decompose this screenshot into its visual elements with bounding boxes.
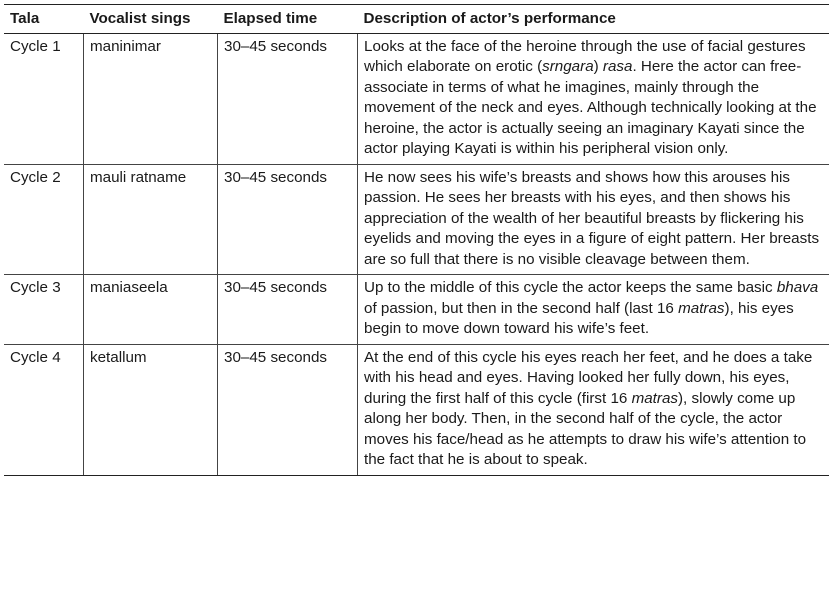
table-header-row	[4, 5, 829, 34]
table-row	[4, 164, 829, 275]
cell-tala: Cycle 1	[4, 33, 84, 164]
cell-description: At the end of this cycle his eyes reach her feet, and he does a take with his head and eyes. Having looked her fully down, his eyes, during the first half of this cycle (first 16 matras), slowly come up along her body. Then, in the second half of the cycle, the actor moves his face/head as he attempts to draw his wife’s attention to the fact that he is about to speak.	[358, 344, 830, 475]
header-vocalist-sings: Vocalist sings	[84, 5, 218, 34]
italic-term: matras	[678, 299, 725, 317]
performance-table	[4, 4, 829, 476]
table-row	[4, 344, 829, 475]
italic-term: matras	[631, 389, 678, 407]
italic-term: rasa	[602, 58, 633, 75]
cell-elapsed: 30–45 seconds	[218, 344, 358, 475]
cell-description: He now sees his wife’s breasts and shows how this arouses his passion. He sees her breasts with his eyes, and then shows his appreciation of the wealth of her beautiful breasts by flickering his eyelids and moving the eyes in a figure of eight pattern. Her breasts are so full that there is no visible cleavage between them.	[358, 164, 830, 275]
cell-vocalist: ketallum	[84, 344, 218, 475]
header-elapsed-time: Elapsed time	[218, 5, 358, 34]
cell-elapsed: 30–45 seconds	[218, 275, 358, 345]
header-tala: Tala	[4, 5, 84, 34]
cell-tala: Cycle 3	[4, 275, 84, 345]
italic-term: bhava	[776, 279, 819, 296]
cell-elapsed: 30–45 seconds	[218, 33, 358, 164]
cell-description: Up to the middle of this cycle the actor keeps the same basic bhava of passion, but then in the second half (last 16 matras), his eyes begin to move down toward his wife’s feet.	[358, 275, 830, 345]
cell-tala: Cycle 2	[4, 164, 84, 275]
italic-term: srngara	[542, 58, 594, 75]
cell-tala: Cycle 4	[4, 344, 84, 475]
header-description: Description of actor’s performance	[358, 5, 830, 34]
cell-vocalist: maninimar	[84, 33, 218, 164]
table-row	[4, 33, 829, 164]
cell-vocalist: maniaseela	[84, 275, 218, 345]
cell-elapsed: 30–45 seconds	[218, 164, 358, 275]
cell-description: Looks at the face of the heroine through the use of facial gestures which elaborate on erotic (srngara) rasa. Here the actor can free-associate in terms of what he imagines, mainly through the movement of the neck and eyes. Although technically looking at the heroine, the actor is actually seeing an imaginary Kayati since the actor playing Kayati is within his peripheral vision only.	[358, 33, 830, 164]
table-row	[4, 275, 829, 345]
cell-vocalist: mauli ratname	[84, 164, 218, 275]
